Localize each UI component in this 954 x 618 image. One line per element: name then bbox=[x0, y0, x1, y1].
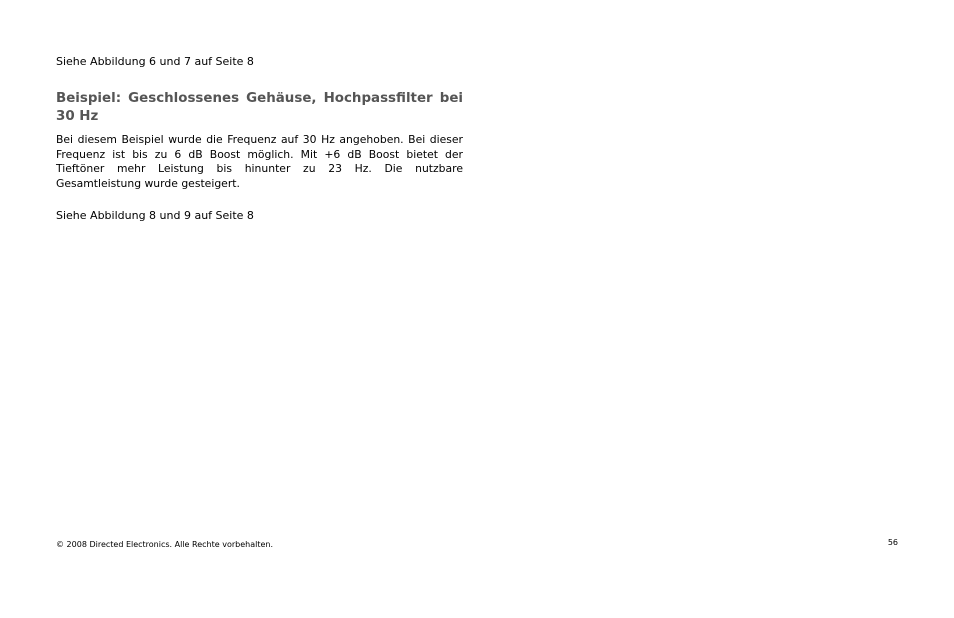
section-paragraph: Bei diesem Beispiel wurde die Frequenz auf 30 Hz angehoben. Bei dieser Frequenz ist bis zu 6 dB Boost möglich. Mit +6 dB Boost bietet der Tieftöner mehr Leistung bis hinunter zu 23 Hz. Die nutzbare Gesamtleistung wurde gesteigert. bbox=[56, 133, 463, 190]
copyright-notice: © 2008 Directed Electronics. Alle Rechte vorbehalten. bbox=[56, 540, 273, 549]
page-number: 56 bbox=[887, 538, 898, 547]
section-heading: Beispiel: Geschlossenes Gehäuse, Hochpassfilter bei 30 Hz bbox=[56, 91, 463, 124]
figure-reference-1: Siehe Abbildung 6 und 7 auf Seite 8 bbox=[56, 55, 254, 68]
figure-reference-2: Siehe Abbildung 8 und 9 auf Seite 8 bbox=[56, 209, 254, 222]
